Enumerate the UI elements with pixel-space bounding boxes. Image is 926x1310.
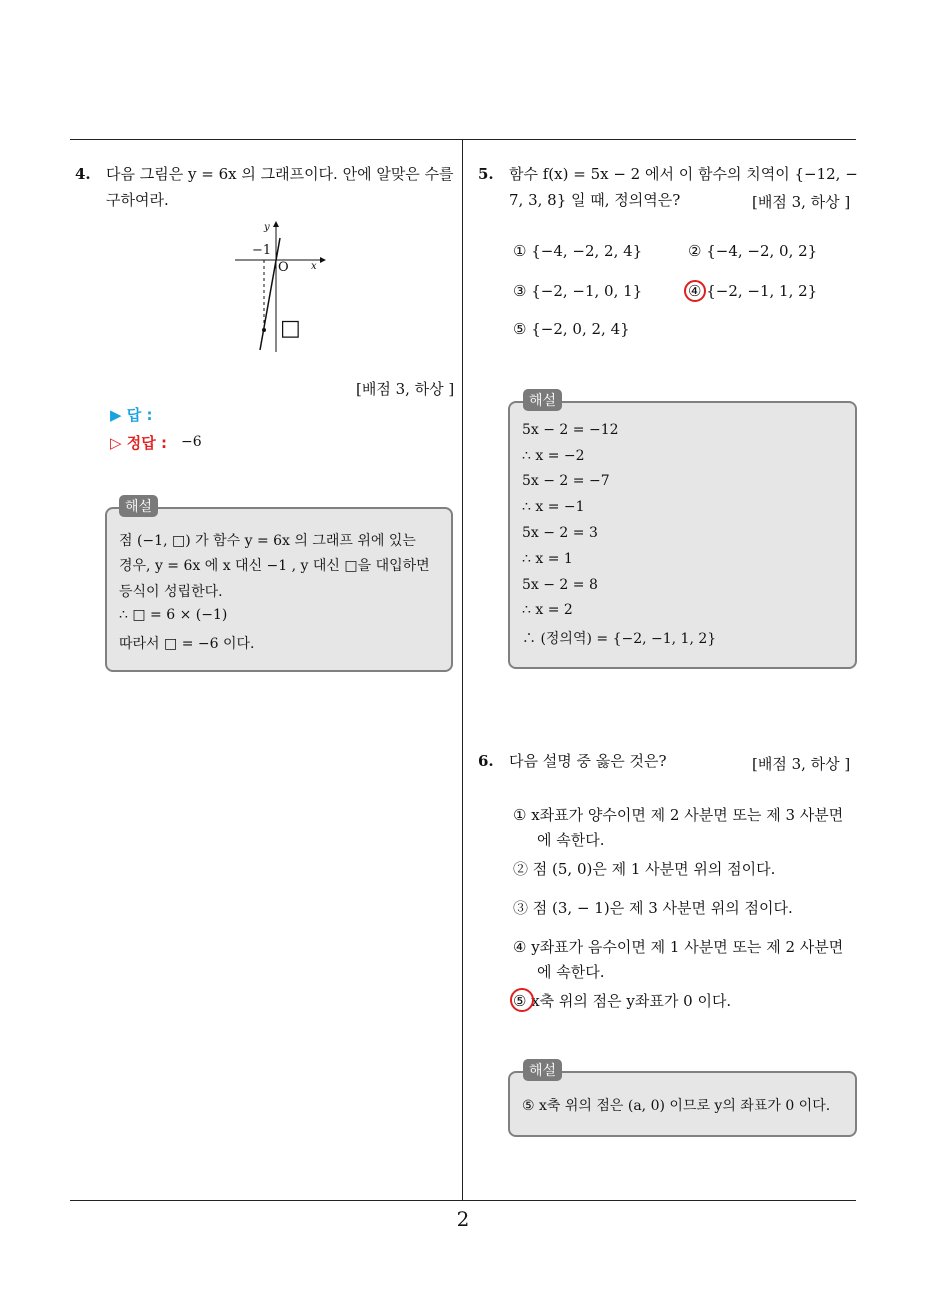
column-divider (462, 139, 463, 1201)
q4-solution-title: 해설 (119, 495, 158, 517)
q6-option-1-cont: 에 속한다. (537, 831, 605, 849)
q4-solution-line: ∴ □ = 6 × (−1) (119, 607, 228, 623)
q6-solution-line: ⑤ x축 위의 점은 (a, 0) 이므로 y의 좌표가 0 이다. (522, 1098, 831, 1114)
q5-solution-line: 5x − 2 = 3 (522, 525, 598, 541)
q6-text: 다음 설명 중 옳은 것은? (509, 752, 667, 770)
q4-origin-label: O (278, 260, 289, 275)
q5-option-3[interactable]: ③ {−2, −1, 0, 1} (513, 282, 643, 300)
q5-solution-line: ∴ x = 1 (522, 551, 573, 567)
q5-option-5[interactable]: ⑤ {−2, 0, 2, 4} (513, 320, 630, 338)
q4-text-line1: 다음 그림은 y = 6x 의 그래프이다. 안에 알맞은 수를 (106, 165, 454, 183)
q4-correct-value: −6 (181, 434, 202, 450)
q4-solution-line: 경우, y = 6x 에 x 대신 −1 , y 대신 □을 대입하면 (119, 558, 430, 574)
q5-solution-line: ∴ (정의역) = {−2, −1, 1, 2} (522, 631, 717, 647)
q5-score: [배점 3, 하상 ] (752, 193, 851, 211)
q4-solution-line: 등식이 성립한다. (119, 584, 223, 600)
page-number: 2 (456, 1207, 470, 1231)
q6-score: [배점 3, 하상 ] (752, 755, 851, 773)
q6-option-1[interactable]: ① x좌표가 양수이면 제 2 사분면 또는 제 3 사분면 (513, 806, 844, 824)
q4-score: [배점 3, 하상 ] (356, 380, 455, 398)
q5-selected-mark (684, 280, 706, 302)
q5-solution-line: ∴ x = 2 (522, 602, 573, 618)
q4-correct-label: ▷ 정답 : (110, 434, 167, 452)
bottom-rule (70, 1200, 856, 1201)
q5-option-4[interactable]: ④ {−2, −1, 1, 2} (688, 282, 818, 300)
q4-number: 4. (75, 165, 91, 183)
q5-solution-line: 5x − 2 = −12 (522, 422, 619, 438)
q4-text-line2: 구하여라. (106, 191, 169, 209)
q4-tick-label: −1 (252, 243, 272, 258)
q5-option-2[interactable]: ② {−4, −2, 0, 2} (688, 242, 818, 260)
q6-number: 6. (478, 752, 494, 770)
q4-answer-label: ▶ 답 : (110, 406, 153, 424)
q4-answer-box: □ (280, 316, 301, 341)
q5-number: 5. (478, 165, 494, 183)
q5-text-line2: 7, 3, 8} 일 때, 정의역은? (509, 191, 681, 209)
q4-x-label: x (311, 261, 317, 272)
q4-y-label: y (264, 222, 270, 233)
q5-solution-line: 5x − 2 = −7 (522, 473, 610, 489)
q5-solution-line: ∴ x = −2 (522, 448, 585, 464)
q5-solution-line: ∴ x = −1 (522, 499, 585, 515)
q5-solution-title: 해설 (523, 389, 562, 411)
q6-option-3[interactable]: ③ 점 (3, − 1)은 제 3 사분면 위의 점이다. (513, 899, 793, 917)
q6-solution-title: 해설 (523, 1059, 562, 1081)
q6-option-4[interactable]: ④ y좌표가 음수이면 제 1 사분면 또는 제 2 사분면 (513, 938, 844, 956)
q4-point (262, 328, 266, 332)
top-rule (70, 139, 856, 140)
q6-option-5[interactable]: ⑤ x축 위의 점은 y좌표가 0 이다. (513, 992, 732, 1010)
q5-text-line1: 함수 f(x) = 5x − 2 에서 이 함수의 치역이 {−12, − (509, 165, 858, 183)
q6-option-2[interactable]: ② 점 (5, 0)은 제 1 사분면 위의 점이다. (513, 860, 776, 878)
q6-selected-mark (510, 988, 534, 1012)
q5-option-1[interactable]: ① {−4, −2, 2, 4} (513, 242, 643, 260)
q4-solution-line: 따라서 □ = −6 이다. (119, 636, 255, 652)
q4-solution-line: 점 (−1, □) 가 함수 y = 6x 의 그래프 위에 있는 (119, 533, 416, 549)
q5-solution-line: 5x − 2 = 8 (522, 577, 598, 593)
q6-option-4-cont: 에 속한다. (537, 963, 605, 981)
